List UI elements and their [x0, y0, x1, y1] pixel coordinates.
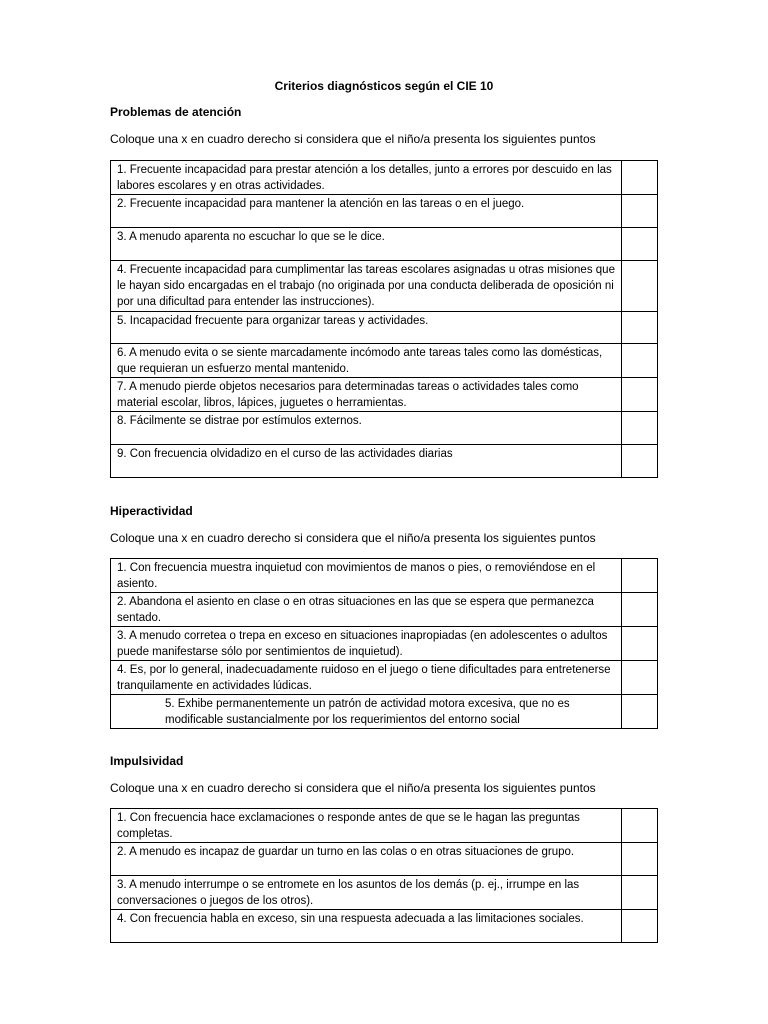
criterion-text: 9. Con frecuencia olvidadizo en el curso de las actividades diarias	[111, 445, 622, 478]
criterion-text: 5. Incapacidad frecuente para organizar tareas y actividades.	[111, 312, 622, 344]
criterion-text: 6. A menudo evita o se siente marcadamente incómodo ante tareas tales como las domésticas, que requieran un esfuerzo mental mantenido.	[111, 344, 622, 378]
criterion-text-indented: 5. Exhibe permanentemente un patrón de actividad motora excesiva, que no es modificable sustancialmente por los requerimientos del entorno social	[165, 698, 570, 726]
document-title: Criterios diagnósticos según el CIE 10	[274, 79, 494, 93]
table-row	[111, 843, 658, 876]
table-row	[111, 228, 658, 261]
criterion-text: 4. Con frecuencia habla en exceso, sin una respuesta adecuada a las limitaciones sociales.	[111, 910, 622, 943]
criterion-text: 3. A menudo aparenta no escuchar lo que se le dice.	[111, 228, 622, 261]
checkbox-cell[interactable]	[622, 876, 658, 910]
checkbox-cell[interactable]	[622, 228, 658, 261]
table-row	[111, 661, 658, 695]
criterion-text: 2. A menudo es incapaz de guardar un turno en las colas o en otras situaciones de grupo.	[111, 843, 622, 876]
section-instruction-impulsividad: Coloque una x en cuadro derecho si considera que el niño/a presenta los siguientes puntos	[110, 781, 596, 795]
criterion-text: 1. Con frecuencia hace exclamaciones o responde antes de que se le hagan las preguntas completas.	[111, 809, 622, 843]
checkbox-cell[interactable]	[622, 627, 658, 661]
criterion-text: 1. Con frecuencia muestra inquietud con movimientos de manos o pies, o removiéndose en el asiento.	[111, 559, 622, 593]
checkbox-cell[interactable]	[622, 661, 658, 695]
criterion-text: 8. Fácilmente se distrae por estímulos externos.	[111, 412, 622, 445]
checkbox-cell[interactable]	[622, 593, 658, 627]
table-row	[111, 593, 658, 627]
table-row	[111, 876, 658, 910]
checkbox-cell[interactable]	[622, 378, 658, 412]
table-row	[111, 378, 658, 412]
checkbox-cell[interactable]	[622, 809, 658, 843]
criteria-table-impulsividad	[110, 808, 658, 943]
table-row	[111, 261, 658, 312]
table-row	[111, 161, 658, 195]
checkbox-cell[interactable]	[622, 445, 658, 478]
section-instruction-atencion: Coloque una x en cuadro derecho si considera que el niño/a presenta los siguientes puntos	[110, 132, 596, 146]
section-heading-impulsividad: Impulsividad	[110, 754, 184, 768]
table-row	[111, 445, 658, 478]
table-row	[111, 627, 658, 661]
table-row	[111, 312, 658, 344]
criterion-text: 3. A menudo interrumpe o se entromete en los asuntos de los demás (p. ej., irrumpe en las conversaciones o juegos de los otros).	[111, 876, 622, 910]
checkbox-cell[interactable]	[622, 695, 658, 729]
criterion-text: 7. A menudo pierde objetos necesarios para determinadas tareas o actividades tales como material escolar, libros, lápices, juguetes o herramientas.	[111, 378, 622, 412]
checkbox-cell[interactable]	[622, 161, 658, 195]
table-row	[111, 344, 658, 378]
checkbox-cell[interactable]	[622, 412, 658, 445]
checkbox-cell[interactable]	[622, 843, 658, 876]
checkbox-cell[interactable]	[622, 559, 658, 593]
criterion-text: 4. Frecuente incapacidad para cumplimentar las tareas escolares asignadas u otras misiones que le hayan sido encargadas en el trabajo (no originada por una conducta deliberada de oposición ni por una dificultad para entender las instrucciones).	[111, 261, 622, 312]
table-row	[111, 809, 658, 843]
table-row	[111, 910, 658, 943]
checkbox-cell[interactable]	[622, 312, 658, 344]
criterion-text: 3. A menudo corretea o trepa en exceso en situaciones inapropiadas (en adolescentes o adultos puede manifestarse sólo por sentimientos de inquietud).	[111, 627, 622, 661]
criteria-table-atencion	[110, 160, 658, 478]
table-row	[111, 195, 658, 228]
checkbox-cell[interactable]	[622, 910, 658, 943]
criterion-text: 4. Es, por lo general, inadecuadamente ruidoso en el juego o tiene dificultades para entretenerse tranquilamente en actividades lúdicas.	[111, 661, 622, 695]
checkbox-cell[interactable]	[622, 261, 658, 312]
criterion-text: 2. Abandona el asiento en clase o en otras situaciones en las que se espera que permanezca sentado.	[111, 593, 622, 627]
table-row	[111, 695, 658, 729]
checkbox-cell[interactable]	[622, 344, 658, 378]
section-instruction-hiperactividad: Coloque una x en cuadro derecho si considera que el niño/a presenta los siguientes puntos	[110, 531, 596, 545]
table-row	[111, 412, 658, 445]
table-row	[111, 559, 658, 593]
criteria-table-hiperactividad	[110, 558, 658, 729]
criterion-text: 2. Frecuente incapacidad para mantener la atención en las tareas o en el juego.	[111, 195, 622, 228]
section-heading-atencion: Problemas de atención	[110, 105, 242, 119]
checkbox-cell[interactable]	[622, 195, 658, 228]
criterion-text	[111, 695, 622, 729]
criterion-text: 1. Frecuente incapacidad para prestar atención a los detalles, junto a errores por descuido en las labores escolares y en otras actividades.	[111, 161, 622, 195]
section-heading-hiperactividad: Hiperactividad	[110, 504, 193, 518]
